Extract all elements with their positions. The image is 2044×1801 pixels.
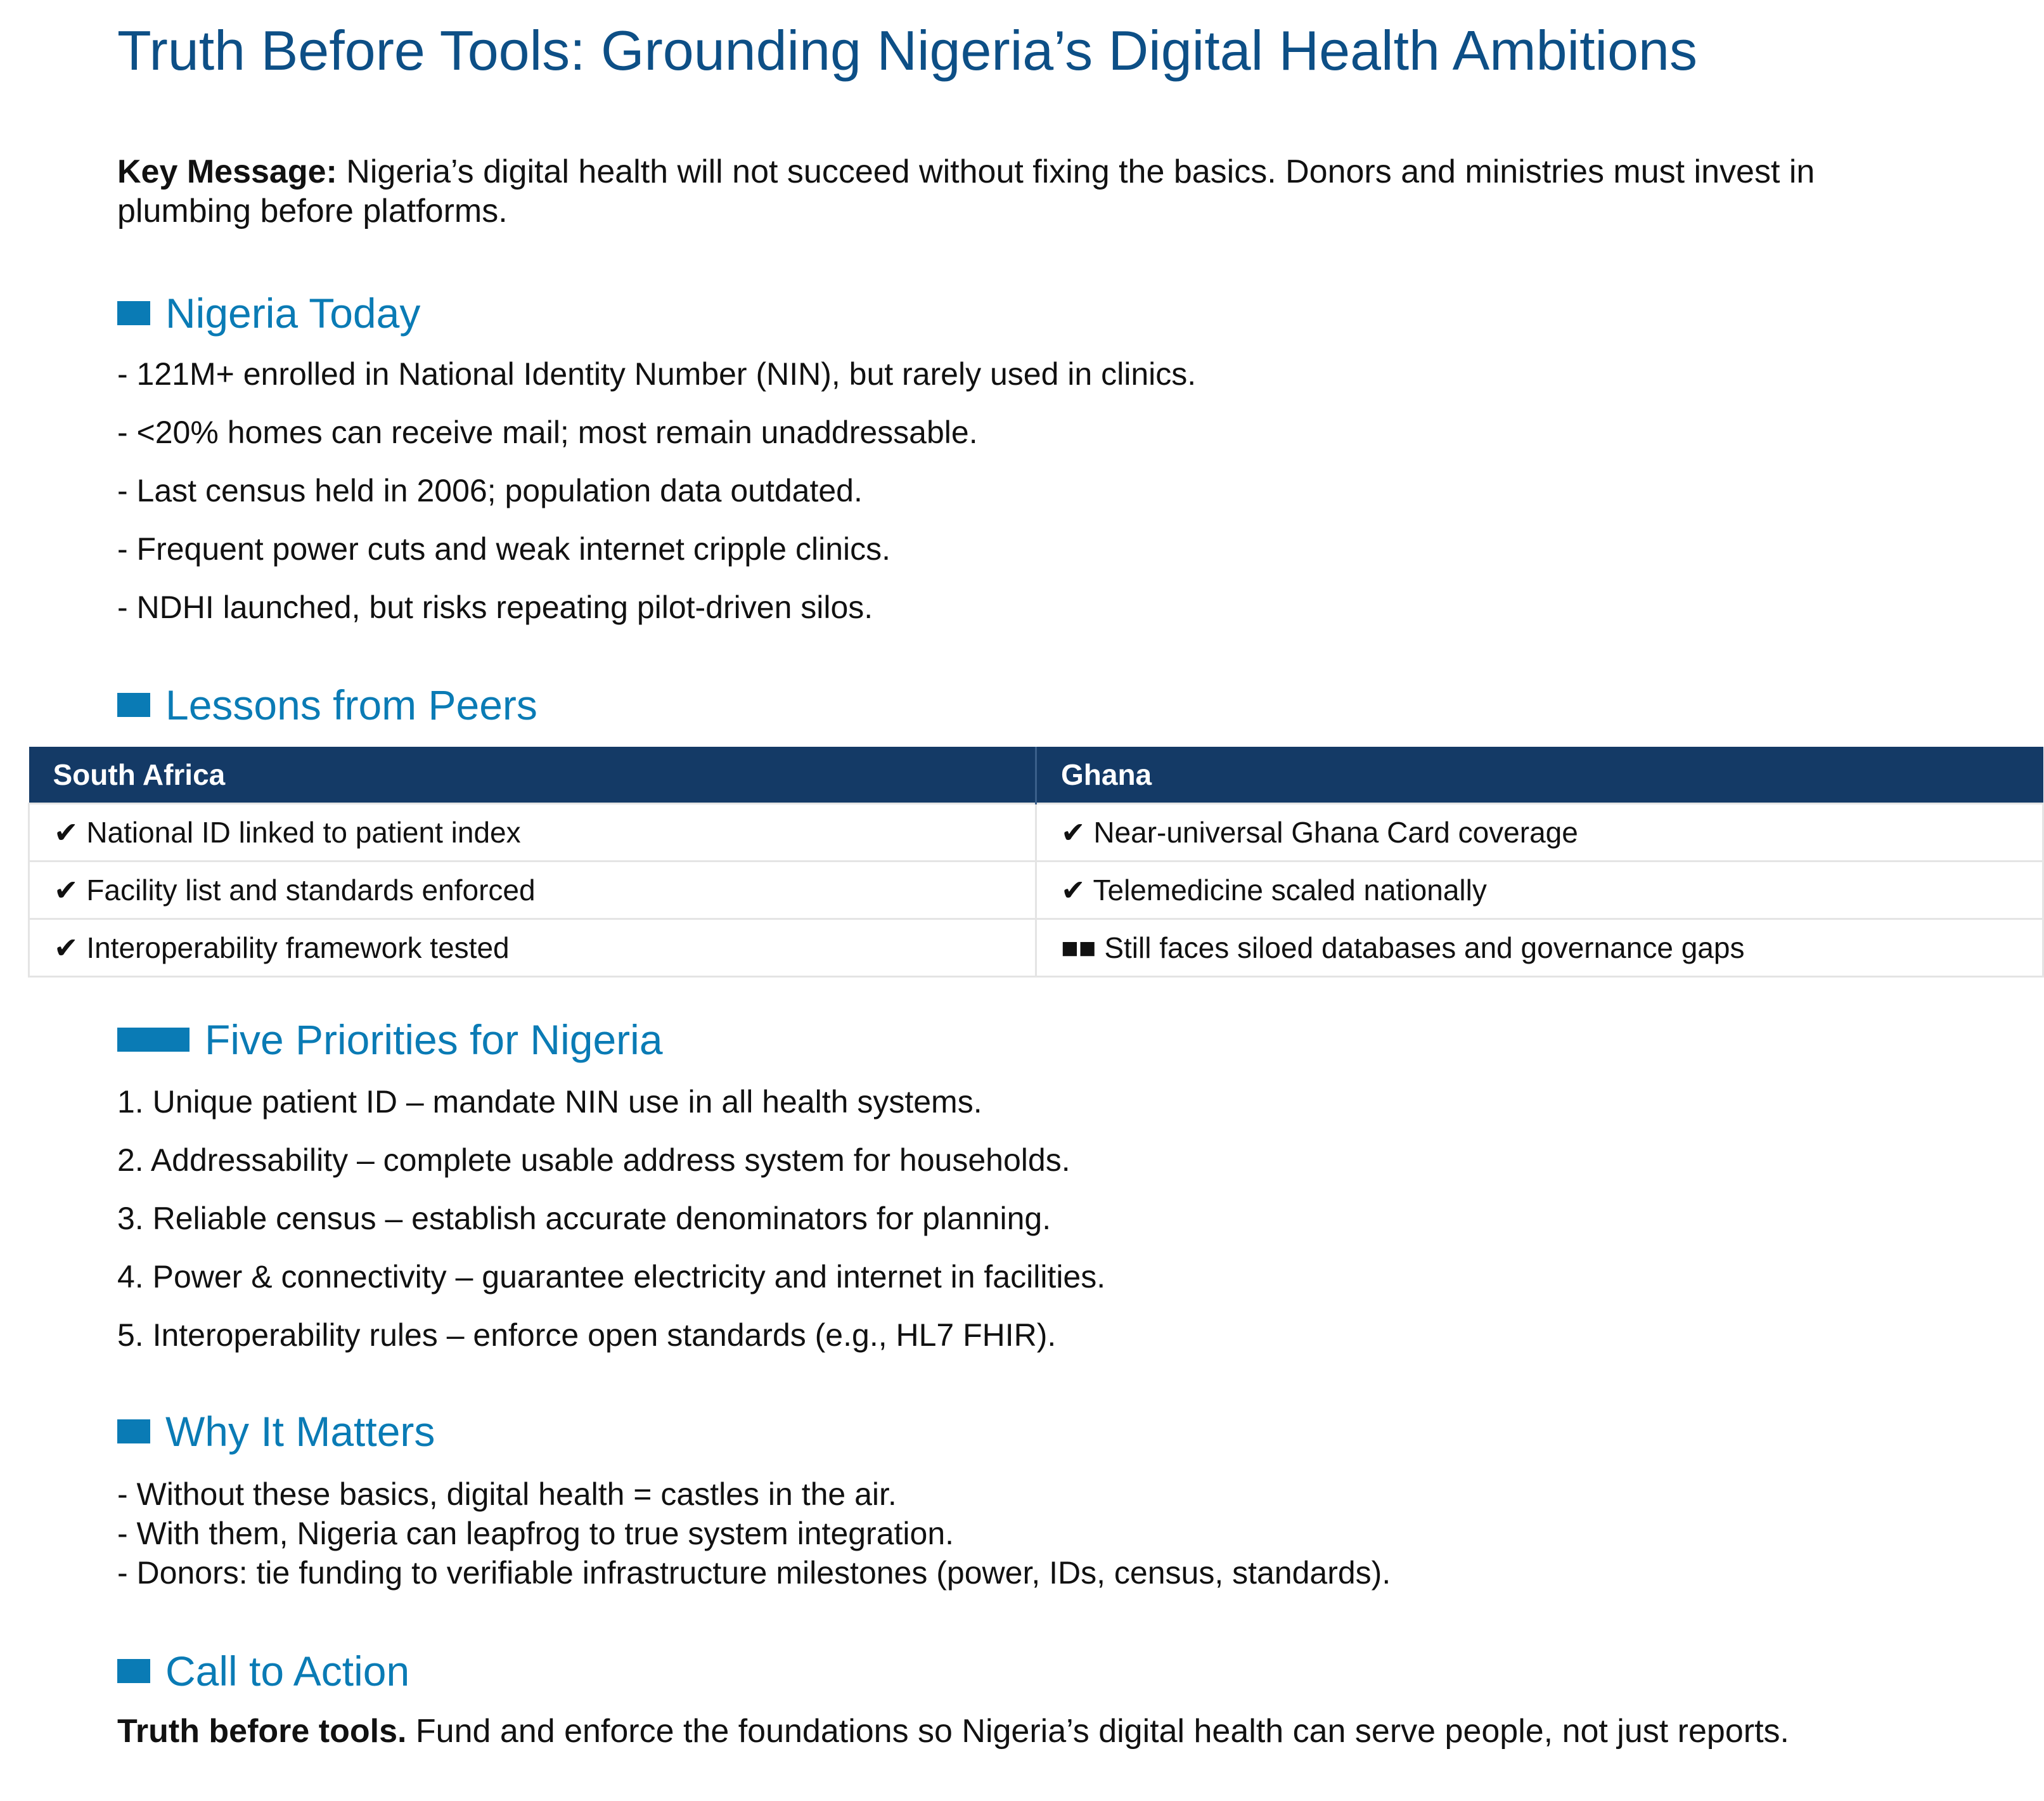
list-item: - NDHI launched, but risks repeating pilot-driven silos.	[117, 590, 873, 625]
key-message-text: Nigeria’s digital health will not succeed without fixing the basics. Donors and ministries must invest in plumbing before platforms.	[117, 153, 1815, 229]
table-header-row	[29, 747, 2043, 804]
section-heading-label: Nigeria Today	[165, 290, 421, 337]
call-to-action-bold: Truth before tools.	[117, 1713, 407, 1750]
list-item: 4. Power & connectivity – guarantee electricity and internet in facilities.	[117, 1259, 1106, 1294]
table-cell: ✔ Interoperability framework tested	[29, 919, 1036, 977]
list-item: 1. Unique patient ID – mandate NIN use in all health systems.	[117, 1084, 982, 1120]
section-heading-label: Lessons from Peers	[165, 681, 537, 728]
list-item: - Without these basics, digital health = castles in the air.	[117, 1476, 897, 1512]
why-list	[117, 1475, 1987, 1592]
list-item: - Donors: tie funding to verifiable infrastructure milestones (power, IDs, census, standards).	[117, 1555, 1391, 1591]
section-heading-call	[117, 1646, 409, 1696]
list-item: - 121M+ enrolled in National Identity Number (NIN), but rarely used in clinics.	[117, 356, 1197, 392]
square-bullet-icon	[117, 693, 150, 717]
list-item: - Frequent power cuts and weak internet cripple clinics.	[117, 531, 891, 567]
column-header-ghana: Ghana	[1036, 747, 2043, 804]
table-cell: ■■ Still faces siloed databases and governance gaps	[1036, 919, 2043, 977]
peers-table	[28, 747, 2044, 978]
list-item: 5. Interoperability rules – enforce open standards (e.g., HL7 FHIR).	[117, 1317, 1057, 1353]
section-heading-nigeria-today	[117, 288, 420, 339]
section-heading-priorities	[117, 1014, 663, 1065]
square-bullet-icon	[117, 1419, 150, 1443]
call-to-action-text	[117, 1712, 1968, 1751]
table-row	[29, 804, 2043, 862]
square-bullet-icon	[117, 1659, 150, 1683]
table-cell: ✔ Near-universal Ghana Card coverage	[1036, 804, 2043, 862]
section-heading-label: Call to Action	[165, 1648, 410, 1694]
square-bullet-icon	[117, 1028, 190, 1052]
section-heading-label: Why It Matters	[165, 1408, 435, 1455]
call-to-action-body: Fund and enforce the foundations so Nigeria’s digital health can serve people, not just reports.	[406, 1713, 1789, 1750]
column-header-south-africa: South Africa	[29, 747, 1036, 804]
priorities-list	[117, 1073, 1987, 1364]
list-item: 2. Addressability – complete usable address system for households.	[117, 1142, 1070, 1178]
list-item: - With them, Nigeria can leapfrog to true system integration.	[117, 1516, 955, 1551]
nigeria-today-list	[117, 345, 1987, 636]
table-row	[29, 862, 2043, 919]
table-cell: ✔ National ID linked to patient index	[29, 804, 1036, 862]
section-heading-label: Five Priorities for Nigeria	[205, 1016, 663, 1063]
list-item: - Last census held in 2006; population data outdated.	[117, 473, 863, 508]
key-message-label: Key Message:	[117, 153, 337, 190]
table-cell: ✔ Telemedicine scaled nationally	[1036, 862, 2043, 919]
square-bullet-icon	[117, 301, 150, 325]
list-item: 3. Reliable census – establish accurate denominators for planning.	[117, 1201, 1051, 1236]
section-heading-why	[117, 1406, 435, 1457]
list-item: - <20% homes can receive mail; most remain unaddressable.	[117, 415, 978, 450]
key-message	[117, 152, 1955, 231]
page-title: Truth Before Tools: Grounding Nigeria’s Digital Health Ambitions	[117, 19, 1697, 82]
table-row	[29, 919, 2043, 977]
section-heading-lessons	[117, 680, 537, 730]
table-cell: ✔ Facility list and standards enforced	[29, 862, 1036, 919]
